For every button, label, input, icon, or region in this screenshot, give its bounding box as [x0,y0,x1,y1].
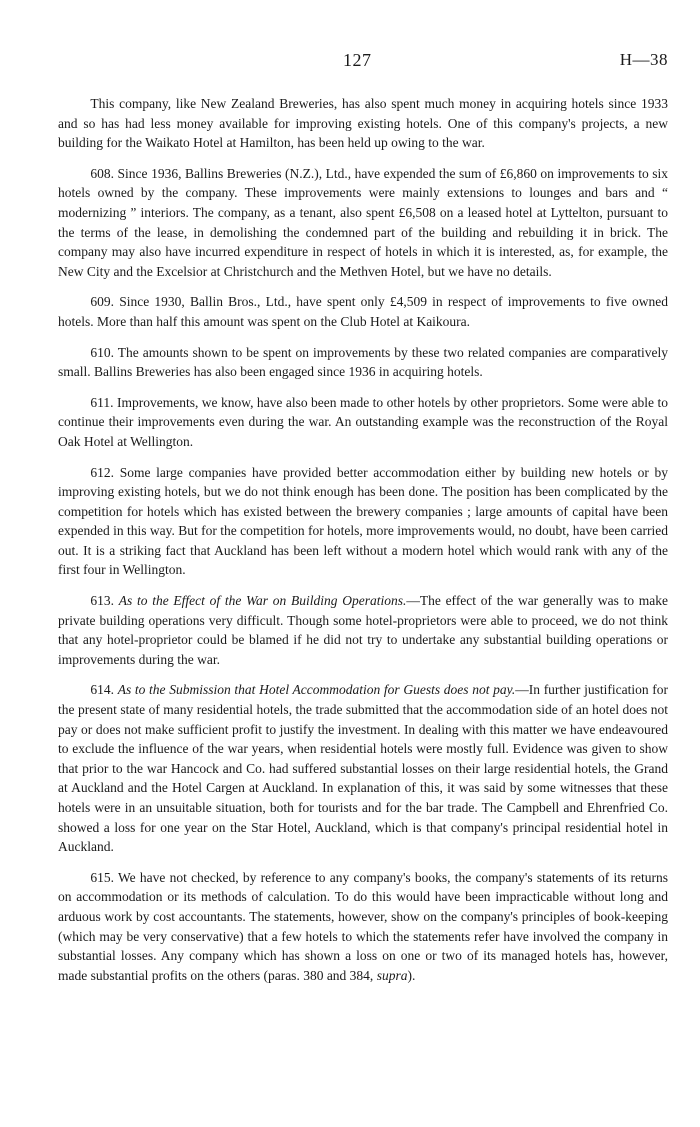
page-number: 127 [343,50,372,70]
paragraph-number: 609. [90,294,120,310]
page-header [58,0,668,70]
paragraph-615 [58,868,668,986]
paragraph-number: 610. [90,344,118,360]
paragraph-number: 614. [90,682,118,698]
paragraph-611 [58,393,668,452]
paragraph-text: —The effect of the war generally was to make private building operations very difficult. Though some hotel-proprietors were able to proceed, we do not think that any hotel-proprietor could be blamed if he did not try to undertake any substantial building operations or improvements during the war. [58,593,669,667]
document-page [58,0,668,996]
paragraph-tail: ). [407,967,416,983]
paragraph-608 [58,164,668,282]
paragraph-609 [58,292,668,331]
paragraph-text: This company, like New Zealand Breweries, has also spent much money in acquiring hotels since 1933 and so has had less money available for improving existing hotels. One of this company's projects, a new building for the Waikato Hotel at Hamilton, has been held up owing to the war. [58,96,668,151]
paragraph-text: —In further justification for the present state of many residential hotels, the trade submitted that the accommodation side of an hotel does not pay or does not make sufficient profit to justify the investment. In dealing with this matter we have endeavoured to exclude the influence of the war years, when residential hotels were mostly full. Evidence was given to show that prior to the war Hancock and Co. had suffered substantial losses on their large residential hotels, the Grand at Auckland and the Hotel Cargen at Auckland. In explanation of this, it was said by some witnesses that these hotels were in an unsuitable situation, both for tourists and for the bar trade. The Campbell and Ehrenfried Co. showed a loss for one year on the Star Hotel, Auckland, which is that company's principal residential hotel in Auckland. [58,682,669,855]
paragraph-text: Improvements, we know, have also been made to other hotels by other proprietors. Some were able to continue their improvements even during the war. An outstanding example was the reconstruction of the Royal Oak Hotel at Wellington. [58,394,669,449]
paragraph-614 [58,680,668,856]
citation-supra: supra [376,967,408,983]
paragraph-number: 613. [90,593,119,609]
paragraph-number: 612. [90,464,120,480]
document-reference: H—38 [619,50,668,69]
paragraph-heading: As to the Effect of the War on Building Operations. [118,593,407,609]
paragraph-613 [58,591,668,669]
paragraph-text: The amounts shown to be spent on improvements by these two related companies are comparatively small. Ballins Breweries has also been engaged since 1936 in acquiring hotels. [58,344,668,380]
paragraph-text: We have not checked, by reference to any company's books, the company's statements of its returns on accommodation or its methods of calculation. To do this would have been impracticable without long and arduous work by cost accountants. The statements, however, show on the company's principles of book-keeping (which may be very conservative) that a few hotels to which the statements refer have involved the company in substantial losses. Any company which has shown a loss on one or two of its managed hotels has, however, made substantial profits on the others (paras. 380 and 384, [58,869,668,983]
paragraph-612 [58,463,668,581]
paragraph-text: Some large companies have provided better accommodation either by building new hotels or by improving existing hotels, but we do not think enough has been done. The position has been complicated by the competition for hotels which has existed between the brewery companies ; large amounts of capital have been expended in this way. But for the competition for hotels, more improvements would, no doubt, have been carried out. It is a striking fact that Auckland has been left without a modern hotel which would rank with any of the first four in Wellington. [58,464,668,578]
paragraph-heading: As to the Submission that Hotel Accommodation for Guests does not pay. [117,682,516,698]
paragraph-text: Since 1936, Ballins Breweries (N.Z.), Ltd., have expended the sum of £6,860 on improvements to six hotels owned by the company. These improvements were mainly extensions to lounges and bars and “ modernizing ” interiors. The company, as a tenant, also spent £6,508 on a leased hotel at Lyttelton, pursuant to the terms of the lease, in demolishing the condemned part of the building and rebuilding it in brick. The company may also have incurred expenditure in respect of hotels in which it is interested, as, for example, the New City and the Excelsior at Christchurch and the Methven Hotel, but we have no details. [58,165,668,279]
paragraph-text: Since 1930, Ballin Bros., Ltd., have spent only £4,509 in respect of improvements to five owned hotels. More than half this amount was spent on the Club Hotel at Kaikoura. [58,294,669,329]
paragraph-610 [58,343,668,382]
paragraph-number: 611. [90,394,117,410]
paragraph-intro [58,94,668,153]
paragraph-number: 608. [90,165,118,181]
paragraph-number: 615. [90,869,118,885]
